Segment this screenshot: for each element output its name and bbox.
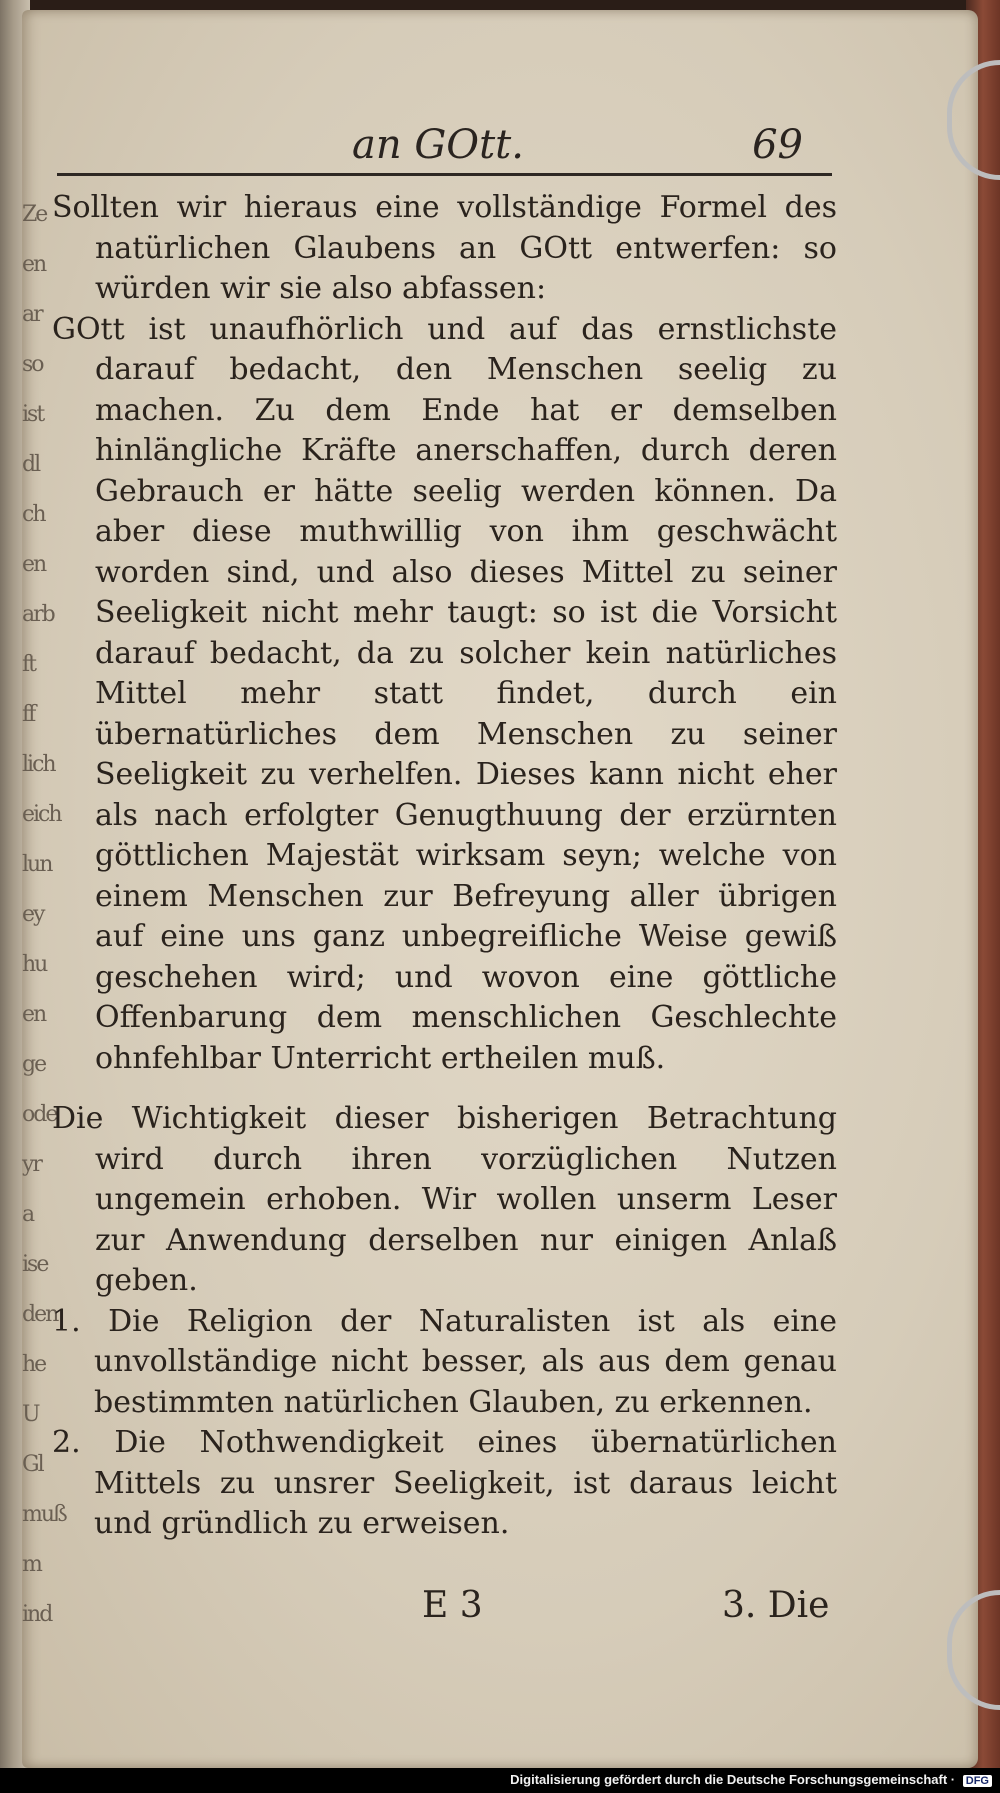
catchword: 3. Die xyxy=(722,1585,830,1626)
item-text: Die Nothwendigkeit eines übernatürlichen Mittels zu unsrer Seeligkeit, ist daraus leicht und gründlich zu erweisen. xyxy=(94,1425,837,1541)
formula-paragraph: GOtt ist unaufhörlich und auf das ernstlichste darauf bedacht, den Menschen seelig zu machen. Zu dem Ende hat er demselben hinlängliche Kräfte anerschaffen, durch deren Gebrauch er hätte seelig werden können. Da aber diese muthwillig von ihm geschwächt worden sind, und also dieses Mittel zu seiner Seeligkeit nicht mehr taugt: so ist die Vorsicht darauf bedacht, da zu solcher kein natürliches Mittel mehr statt findet, durch ein übernatürliches dem Menschen zu seiner Seeligkeit zu verhelfen. Dieses kann nicht eher als nach erfolgter Genugthuung der erzürnten göttlichen Majestät wirksam seyn; welche von einem Menschen zur Befreyung aller übrigen auf eine uns ganz unbegreifliche Weise gewiß geschehen wird; und wovon eine göttliche Offenbarung dem menschlichen Geschlechte ohnfehlbar Unterricht ertheilen muß. xyxy=(52,311,837,1076)
body-text xyxy=(52,188,837,1545)
importance-paragraph: Die Wichtigkeit dieser bisherigen Betrachtung wird durch ihren vorzüglichen Nutzen ungemein erhoben. Wir wollen unserm Leser zur Anwendung derselben nur einigen Anlaß geben. xyxy=(52,1101,837,1298)
book-page xyxy=(22,10,978,1768)
digitization-credit-text: Digitalisierung gefördert durch die Deutsche Forschungsgemeinschaft · xyxy=(510,1772,956,1787)
digitization-credit xyxy=(510,1772,992,1787)
page-number: 69 xyxy=(752,122,803,168)
intro-paragraph: Sollten wir hieraus eine vollständige Formel des natürlichen Glaubens an GOtt entwerfen: so würden wir sie also abfassen: xyxy=(52,190,837,306)
item-number: 1. xyxy=(52,1303,81,1339)
header-rule xyxy=(57,173,832,176)
list-item xyxy=(52,1302,837,1424)
dfg-logo: DFG xyxy=(963,1775,992,1787)
item-text: Die Religion der Naturalisten ist als eine unvollständige nicht besser, als aus dem genau bestimmten natürlichen Glauben, zu erkennen. xyxy=(94,1303,837,1420)
list-item xyxy=(52,1423,837,1545)
signature-mark: E 3 xyxy=(422,1585,483,1626)
previous-page-bleed-text: Ze en ar so ist dl ch en arb ft ff lich eich lun ey hu en ge ode yr a ise den he U Gl muß m ind xyxy=(22,202,66,1627)
item-number: 2. xyxy=(52,1425,81,1460)
running-title: an GOtt. xyxy=(352,122,524,168)
